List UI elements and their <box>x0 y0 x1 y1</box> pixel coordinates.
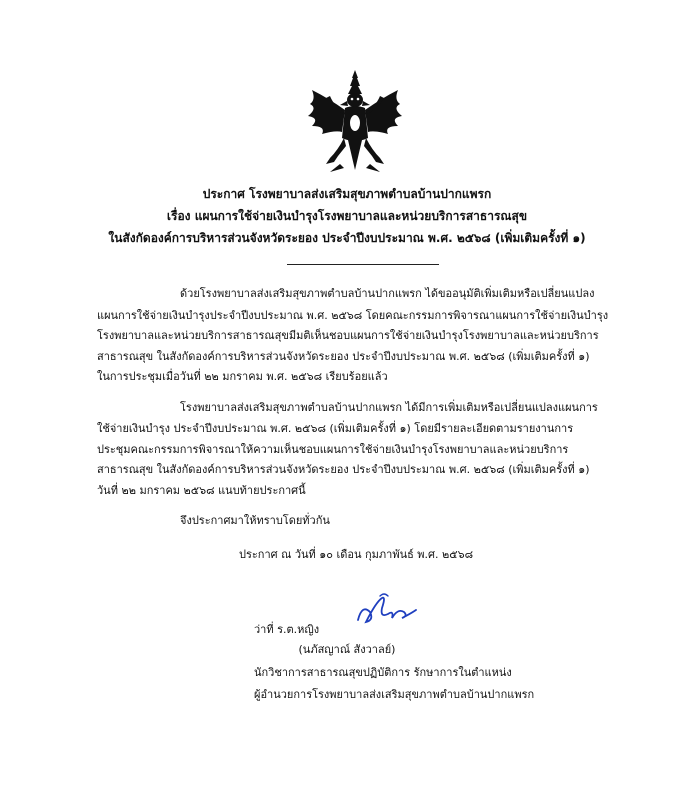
announcement-subject-cont: ในสังกัดองค์การบริหารส่วนจังหวัดระยอง ประจำปีงบประมาณ พ.ศ. ๒๕๖๘ (เพิ่มเติมครั้งที่ ๑) <box>108 231 586 245</box>
paragraph-2-line: โรงพยาบาลส่งเสริมสุขภาพตำบลบ้านปากแพรก ได้มีการเพิ่มเติมหรือเปลี่ยนแปลงแผนการ <box>180 401 598 414</box>
paragraph-1-line: แผนการใช้จ่ายเงินบำรุงประจำปีงบประมาณ พ.ศ. ๒๕๖๘ โดยคณะกรรมการพิจารณาแผนการใช้จ่ายเงินบำรุง <box>97 309 609 322</box>
signatory-position: นักวิชาการสาธารณสุขปฏิบัติการ รักษาการในตำแหน่ง <box>254 666 512 679</box>
signatory-name: (นภัสญาณ์ สังวาลย์) <box>298 643 396 656</box>
signatory-rank: ว่าที่ ร.ต.หญิง <box>254 623 320 636</box>
paragraph-1-line: โรงพยาบาลและหน่วยบริการสาธารณสุขมีมติเห็นชอบแผนการใช้จ่ายเงินบำรุงโรงพยาบาลและหน่วยบริการ <box>97 329 599 342</box>
paragraph-1-line: ในการประชุมเมื่อวันที่ ๒๒ มกราคม พ.ศ. ๒๕๖๘ เรียบร้อยแล้ว <box>97 370 388 383</box>
paragraph-2-line: วันที่ ๒๒ มกราคม ๒๕๖๘ แนบท้ายประกาศนี้ <box>97 484 306 497</box>
announcement-subject: เรื่อง แผนการใช้จ่ายเงินบำรุงโรงพยาบาลและหน่วยบริการสาธารณสุข <box>166 209 528 223</box>
paragraph-2-line: สาธารณสุข ในสังกัดองค์การบริหารส่วนจังหวัดระยอง ประจำปีงบประมาณ พ.ศ. ๒๕๖๘ (เพิ่มเติมครั้งที่ ๑) <box>97 463 590 476</box>
closing-statement: จึงประกาศมาให้ทราบโดยทั่วกัน <box>180 514 330 527</box>
garuda-emblem-icon <box>300 68 410 178</box>
paragraph-2-line: ประชุมคณะกรรมการพิจารณาให้ความเห็นชอบแผนการใช้จ่ายเงินบำรุงโรงพยาบาลและหน่วยบริการ <box>97 443 569 456</box>
paragraph-2-line: ใช้จ่ายเงินบำรุง ประจำปีงบประมาณ พ.ศ. ๒๕๖๘ (เพิ่มเติมครั้งที่ ๑) โดยมีรายละเอียดตามรายงานการ <box>97 422 574 435</box>
handwritten-signature <box>352 590 422 630</box>
paragraph-1-line: ด้วยโรงพยาบาลส่งเสริมสุขภาพตำบลบ้านปากแพรก ได้ขออนุมัติเพิ่มเติมหรือเปลี่ยนแปลง <box>180 287 595 300</box>
paragraph-1-line: สาธารณสุข ในสังกัดองค์การบริหารส่วนจังหวัดระยอง ประจำปีงบประมาณ พ.ศ. ๒๕๖๘ (เพิ่มเติมครั้งที่ ๑) <box>97 350 590 363</box>
announcement-title: ประกาศ โรงพยาบาลส่งเสริมสุขภาพตำบลบ้านปากแพรก <box>202 187 492 201</box>
announcement-date: ประกาศ ณ วันที่ ๑๐ เดือน กุมภาพันธ์ พ.ศ. ๒๕๖๘ <box>239 548 474 561</box>
signatory-position-director: ผู้อำนวยการโรงพยาบาลส่งเสริมสุขภาพตำบลบ้านปากแพรก <box>254 688 535 701</box>
header-divider <box>287 264 439 265</box>
